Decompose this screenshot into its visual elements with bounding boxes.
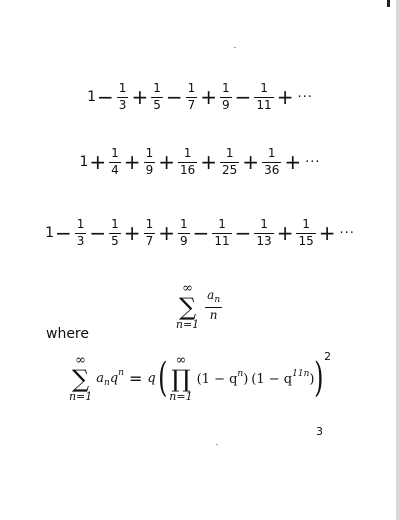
series-fraction xyxy=(178,218,190,249)
fraction-numerator: 1 xyxy=(260,80,268,95)
series-operator: + xyxy=(131,85,149,109)
series-fraction xyxy=(220,147,239,178)
lhs-base: a xyxy=(96,371,105,386)
fraction-numerator: 1 xyxy=(187,80,196,95)
series-operator: + xyxy=(123,150,141,174)
sum-lower-limit: n=1 xyxy=(175,318,200,331)
fraction-numerator: 1 xyxy=(218,216,226,231)
product-lower: n=1 xyxy=(169,390,193,403)
series-operator: − xyxy=(234,85,252,109)
fraction-denominator: 11 xyxy=(214,233,230,248)
sum-denominator: n xyxy=(209,307,218,322)
lhs-superscript: n xyxy=(118,368,124,378)
series-fraction xyxy=(178,147,197,178)
fraction-denominator: 4 xyxy=(111,162,119,177)
series-operator: − xyxy=(89,221,107,245)
fraction-numerator: 1 xyxy=(267,145,276,160)
series-operator: + xyxy=(242,150,260,174)
close-paren: ) xyxy=(314,355,324,401)
fraction-denominator: 5 xyxy=(111,233,119,248)
where-text: where xyxy=(46,326,89,342)
fraction-numerator: 1 xyxy=(145,216,154,231)
lhs-variable: q xyxy=(109,371,119,386)
series-fraction xyxy=(220,82,232,113)
series-fraction xyxy=(212,218,231,249)
sum-expression xyxy=(0,281,400,331)
identity-lhs xyxy=(96,368,124,388)
series-operator: − xyxy=(234,221,252,245)
sum-numerator-subscript: n xyxy=(214,295,221,306)
series-2 xyxy=(79,147,320,178)
series-operator: + xyxy=(89,150,107,174)
factor-1 xyxy=(197,369,249,387)
factor-1-exponent: n xyxy=(237,369,244,379)
series-fraction xyxy=(144,218,156,249)
ellipsis: ··· xyxy=(339,225,355,241)
fraction-denominator: 3 xyxy=(118,97,127,112)
sum-numerator: a xyxy=(207,288,215,303)
product-operator xyxy=(169,354,192,402)
fraction-denominator: 11 xyxy=(256,97,272,112)
scan-speck xyxy=(216,444,218,445)
series-operator: + xyxy=(200,85,218,109)
series-operator: − xyxy=(165,85,183,109)
factor-2-body: (1 − q xyxy=(251,372,293,387)
fraction-denominator: 16 xyxy=(179,162,196,177)
series-operator: + xyxy=(318,221,336,245)
series-fraction xyxy=(109,147,121,178)
fraction-numerator: 1 xyxy=(111,145,119,160)
scan-speck xyxy=(234,47,236,48)
fraction-numerator: 1 xyxy=(260,216,268,231)
fraction-numerator: 1 xyxy=(302,216,310,231)
open-paren: ( xyxy=(157,355,168,401)
series-fraction xyxy=(262,147,281,178)
ellipsis: ··· xyxy=(305,154,321,170)
fraction-numerator: 1 xyxy=(183,145,192,160)
fraction-denominator: 9 xyxy=(145,162,154,177)
factor-1-body: (1 − q xyxy=(196,372,238,387)
series-fraction xyxy=(186,82,198,113)
series-fraction xyxy=(75,218,87,249)
series-operator: + xyxy=(200,150,218,174)
equals-sign: = xyxy=(128,368,143,388)
identity-sum-symbol: ∑ xyxy=(72,365,90,393)
page-number: 3 xyxy=(316,425,323,438)
series-1 xyxy=(87,82,313,113)
fraction-numerator: 1 xyxy=(153,80,161,95)
series-fraction xyxy=(296,218,315,249)
identity-sum-operator xyxy=(69,354,92,402)
series-fraction xyxy=(151,82,163,113)
fraction-denominator: 15 xyxy=(298,233,314,248)
series-fraction xyxy=(254,82,273,113)
fraction-numerator: 1 xyxy=(111,216,119,231)
fraction-numerator: 1 xyxy=(225,145,234,160)
sum-symbol: ∑ xyxy=(178,293,197,321)
corner-mark xyxy=(387,0,390,7)
lhs-subscript: n xyxy=(104,378,110,388)
product-symbol: ∏ xyxy=(171,365,191,393)
fraction-denominator: 25 xyxy=(222,162,238,177)
fraction-numerator: 1 xyxy=(179,216,188,231)
identity-equation xyxy=(0,350,400,406)
series-operator: + xyxy=(284,150,302,174)
factor-2-exponent: 11n xyxy=(292,369,310,379)
summation-operator xyxy=(176,282,199,330)
series-operator: − xyxy=(54,221,72,245)
identity-sum-lower: n=1 xyxy=(68,390,93,403)
series-leading-term: 1 xyxy=(79,154,89,170)
ellipsis: ··· xyxy=(297,89,313,105)
fraction-denominator: 13 xyxy=(256,233,272,248)
series-leading-term: 1 xyxy=(87,89,97,105)
fraction-denominator: 3 xyxy=(76,233,85,248)
fraction-denominator: 7 xyxy=(187,97,196,112)
product-upper: ∞ xyxy=(175,353,187,368)
series-leading-term: 1 xyxy=(45,225,54,241)
outer-exponent: 2 xyxy=(324,350,332,363)
series-operator: + xyxy=(123,221,141,245)
series-fraction xyxy=(109,218,121,249)
series-fraction xyxy=(117,82,129,113)
fraction-numerator: 1 xyxy=(76,216,85,231)
identity-sum-upper: ∞ xyxy=(75,353,87,368)
factor-1-close: ) xyxy=(243,372,249,387)
series-3 xyxy=(45,218,355,249)
series-fraction xyxy=(144,147,156,178)
series-operator: + xyxy=(276,85,294,109)
fraction-numerator: 1 xyxy=(145,145,154,160)
fraction-denominator: 36 xyxy=(264,162,280,177)
factor-2 xyxy=(251,369,314,387)
rhs-q: q xyxy=(147,370,156,386)
fraction-denominator: 7 xyxy=(145,233,154,248)
fraction-denominator: 5 xyxy=(153,97,161,112)
sum-upper-limit: ∞ xyxy=(182,281,193,296)
sum-fraction xyxy=(205,289,222,322)
series-3-row xyxy=(0,213,400,253)
series-fraction xyxy=(254,218,273,249)
factor-2-close: ) xyxy=(309,372,315,387)
fraction-numerator: 1 xyxy=(118,80,127,95)
series-operator: + xyxy=(158,221,175,245)
series-operator: + xyxy=(276,221,294,245)
fraction-denominator: 9 xyxy=(222,97,230,112)
series-operator: − xyxy=(97,85,114,109)
fraction-denominator: 9 xyxy=(179,233,188,248)
series-operator: + xyxy=(158,150,175,174)
series-operator: − xyxy=(192,221,210,245)
series-1-row xyxy=(0,77,400,117)
series-2-row xyxy=(0,142,400,182)
fraction-numerator: 1 xyxy=(222,80,230,95)
